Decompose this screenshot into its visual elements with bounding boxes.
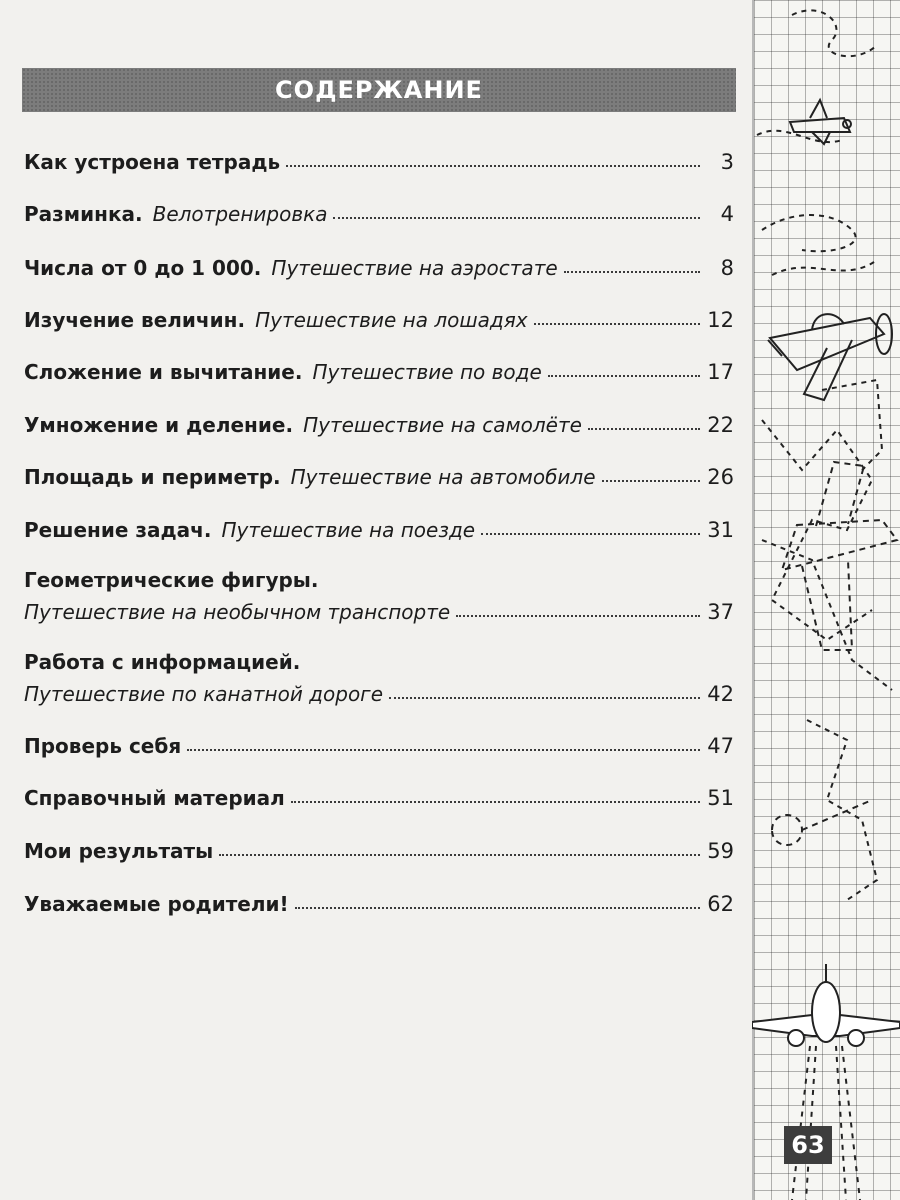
small-airplane-icon bbox=[790, 100, 851, 144]
page-number-badge bbox=[784, 1126, 832, 1164]
toc-section-title: Решение задач. bbox=[24, 518, 212, 542]
toc-section-title: Площадь и периметр. bbox=[24, 465, 281, 489]
toc-entry[interactable] bbox=[24, 508, 734, 544]
toc-leader-dots bbox=[602, 462, 700, 482]
toc-section-title: Мои результаты bbox=[24, 839, 214, 863]
toc-section-subtitle: Путешествие на аэростате bbox=[271, 256, 558, 280]
toc-entry[interactable] bbox=[24, 350, 734, 386]
toc-section-title: Разминка. bbox=[24, 202, 143, 226]
toc-section-subtitle: Путешествие на поезде bbox=[221, 518, 476, 542]
toc-entry[interactable] bbox=[24, 246, 734, 282]
toc-page-number: 12 bbox=[707, 308, 734, 332]
propeller-plane-icon bbox=[768, 314, 892, 400]
toc-section-subtitle: Путешествие на необычном транспорте bbox=[24, 600, 451, 624]
toc-page-number: 59 bbox=[707, 839, 734, 863]
toc-section-title: Проверь себя bbox=[24, 734, 182, 758]
toc-page-number: 3 bbox=[720, 150, 734, 174]
toc-section-title: Уважаемые родители! bbox=[24, 892, 289, 916]
toc-entry[interactable] bbox=[24, 776, 734, 812]
toc-entry[interactable] bbox=[24, 672, 734, 708]
toc-leader-dots bbox=[219, 836, 700, 856]
toc-entry[interactable] bbox=[24, 455, 734, 491]
toc-page-number: 22 bbox=[707, 413, 734, 437]
toc-leader-dots bbox=[333, 199, 700, 219]
toc-section-subtitle: Путешествие на автомобиле bbox=[290, 465, 596, 489]
toc-entry[interactable] bbox=[24, 298, 734, 334]
toc-section-subtitle: Путешествие на самолёте bbox=[303, 413, 582, 437]
toc-page-number: 17 bbox=[707, 360, 734, 384]
toc-leader-dots bbox=[456, 597, 700, 617]
toc-page-number: 42 bbox=[707, 682, 734, 706]
toc-section-subtitle: Путешествие на лошадях bbox=[255, 308, 528, 332]
toc-page-number: 37 bbox=[707, 600, 734, 624]
toc-section-subtitle: Путешествие по канатной дороге bbox=[24, 682, 383, 706]
page-title-text: СОДЕРЖАНИЕ bbox=[275, 76, 483, 104]
toc-section-title: Изучение величин. bbox=[24, 308, 246, 332]
dashed-plane-outline bbox=[782, 462, 897, 650]
page-title bbox=[22, 68, 736, 112]
toc-entry[interactable] bbox=[24, 140, 734, 176]
toc-page-number: 26 bbox=[707, 465, 734, 489]
toc-leader-dots bbox=[295, 889, 700, 909]
jet-airliner-icon bbox=[752, 964, 900, 1046]
toc-page-number: 31 bbox=[707, 518, 734, 542]
toc-page-number: 4 bbox=[720, 202, 734, 226]
toc-leader-dots bbox=[291, 783, 700, 803]
toc-entry[interactable] bbox=[24, 724, 734, 760]
toc-entry[interactable] bbox=[24, 829, 734, 865]
toc-section-title[interactable]: Работа с информацией. bbox=[24, 650, 301, 674]
toc-section-subtitle: Путешествие по воде bbox=[312, 360, 542, 384]
toc-leader-dots bbox=[588, 410, 700, 430]
toc-leader-dots bbox=[187, 731, 700, 751]
toc-section-title: Числа от 0 до 1 000. bbox=[24, 256, 262, 280]
toc-page-number: 62 bbox=[707, 892, 734, 916]
toc-leader-dots bbox=[286, 147, 700, 167]
toc-page-number: 8 bbox=[720, 256, 734, 280]
toc-section-title: Как устроена тетрадь bbox=[24, 150, 281, 174]
toc-entry[interactable] bbox=[24, 590, 734, 626]
toc-page-number: 47 bbox=[707, 734, 734, 758]
toc-section-title: Справочный материал bbox=[24, 786, 285, 810]
toc-page-number: 51 bbox=[707, 786, 734, 810]
tracing-loop-icon bbox=[772, 800, 872, 845]
toc-leader-dots bbox=[548, 357, 700, 377]
toc-leader-dots bbox=[389, 679, 700, 699]
toc-entry[interactable] bbox=[24, 882, 734, 918]
toc-section-subtitle: Велотренировка bbox=[152, 202, 328, 226]
toc-leader-dots bbox=[564, 253, 700, 273]
decorative-airplanes bbox=[752, 0, 900, 1200]
toc-section-title[interactable]: Геометрические фигуры. bbox=[24, 568, 319, 592]
toc-section-title: Умножение и деление. bbox=[24, 413, 294, 437]
toc-entry[interactable] bbox=[24, 192, 734, 228]
toc-section-title: Сложение и вычитание. bbox=[24, 360, 303, 384]
toc-leader-dots bbox=[534, 305, 700, 325]
page-number: 63 bbox=[791, 1131, 825, 1159]
toc-entry[interactable] bbox=[24, 403, 734, 439]
toc-leader-dots bbox=[481, 515, 700, 535]
